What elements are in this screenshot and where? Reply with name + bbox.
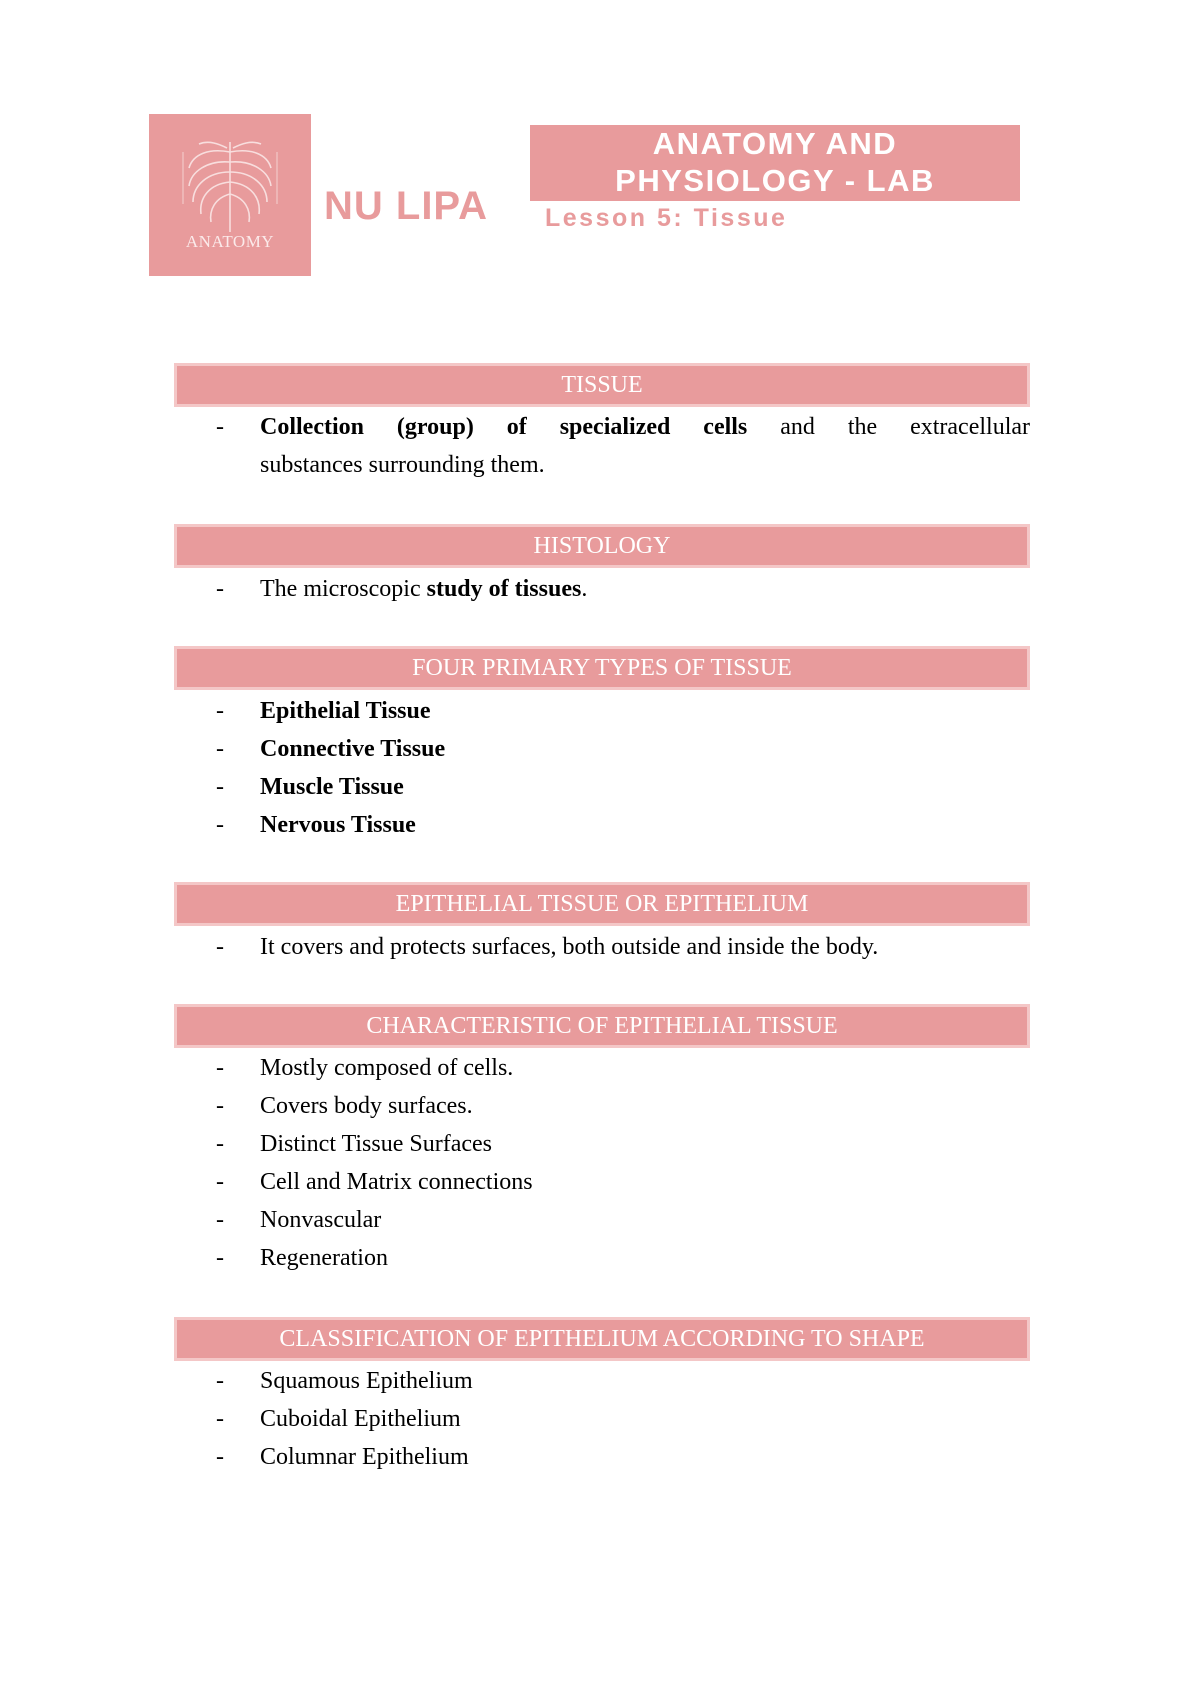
bullet-dash: - — [216, 576, 224, 602]
section-heading-classification: CLASSIFICATION OF EPITHELIUM ACCORDING TO SHAPE — [174, 1317, 1030, 1361]
histology-definition-text — [260, 570, 1030, 608]
list-item-text: Connective Tissue — [260, 736, 446, 762]
lesson-title: Lesson 5: Tissue — [545, 204, 788, 232]
list-item-text: Cell and Matrix connections — [260, 1169, 533, 1195]
logo-text: ANATOMY — [185, 232, 275, 251]
histology-bold: study of tissues — [426, 576, 582, 602]
course-title-line1: ANATOMY AND — [652, 126, 898, 161]
list-item-text: Cuboidal Epithelium — [260, 1406, 461, 1432]
bullet-dash: - — [216, 1055, 224, 1081]
list-item-text: Regeneration — [260, 1245, 388, 1271]
list-item-text: Mostly composed of cells. — [260, 1055, 514, 1081]
list-item-text: Nervous Tissue — [260, 812, 416, 838]
bullet-dash: - — [216, 1093, 224, 1119]
histology-pre: The microscopic — [260, 576, 427, 602]
brand-name: NU LIPA — [324, 184, 489, 228]
section-heading-four-types: FOUR PRIMARY TYPES OF TISSUE — [174, 646, 1030, 690]
tissue-definition-bold: Collection (group) of specialized cells — [260, 414, 748, 440]
anatomy-logo — [149, 114, 311, 276]
list-item-text: Distinct Tissue Surfaces — [260, 1131, 493, 1157]
bullet-dash: - — [216, 774, 224, 800]
tissue-definition-line2: substances surrounding them. — [260, 452, 545, 478]
list-item-text: Nonvascular — [260, 1207, 382, 1233]
section-heading-epithelial: EPITHELIAL TISSUE OR EPITHELIUM — [174, 882, 1030, 926]
course-title — [530, 125, 1020, 201]
list-item-text: Squamous Epithelium — [260, 1368, 473, 1394]
bullet-dash: - — [216, 1444, 224, 1470]
list-item-text: Epithelial Tissue — [260, 698, 431, 724]
bullet-dash: - — [216, 1245, 224, 1271]
bullet-dash: - — [216, 812, 224, 838]
section-heading-tissue: TISSUE — [174, 363, 1030, 407]
list-item-text: It covers and protects surfaces, both outside and inside the body. — [260, 934, 879, 960]
histology-post: . — [581, 576, 588, 602]
bullet-dash: - — [216, 414, 224, 440]
tissue-definition-line1 — [260, 408, 1030, 446]
bullet-dash: - — [216, 934, 224, 960]
list-item-text: Covers body surfaces. — [260, 1093, 473, 1119]
bullet-dash: - — [216, 1207, 224, 1233]
section-heading-histology: HISTOLOGY — [174, 524, 1030, 568]
bullet-dash: - — [216, 698, 224, 724]
tissue-definition-rest: and the extracellular — [747, 414, 1031, 440]
bullet-dash: - — [216, 1406, 224, 1432]
bullet-dash: - — [216, 1169, 224, 1195]
bullet-dash: - — [216, 736, 224, 762]
section-heading-characteristic: CHARACTERISTIC OF EPITHELIAL TISSUE — [174, 1004, 1030, 1048]
list-item-text: Muscle Tissue — [260, 774, 404, 800]
bullet-dash: - — [216, 1131, 224, 1157]
bullet-dash: - — [216, 1368, 224, 1394]
course-title-line2: PHYSIOLOGY - LAB — [615, 163, 935, 198]
list-item-text: Columnar Epithelium — [260, 1444, 469, 1470]
